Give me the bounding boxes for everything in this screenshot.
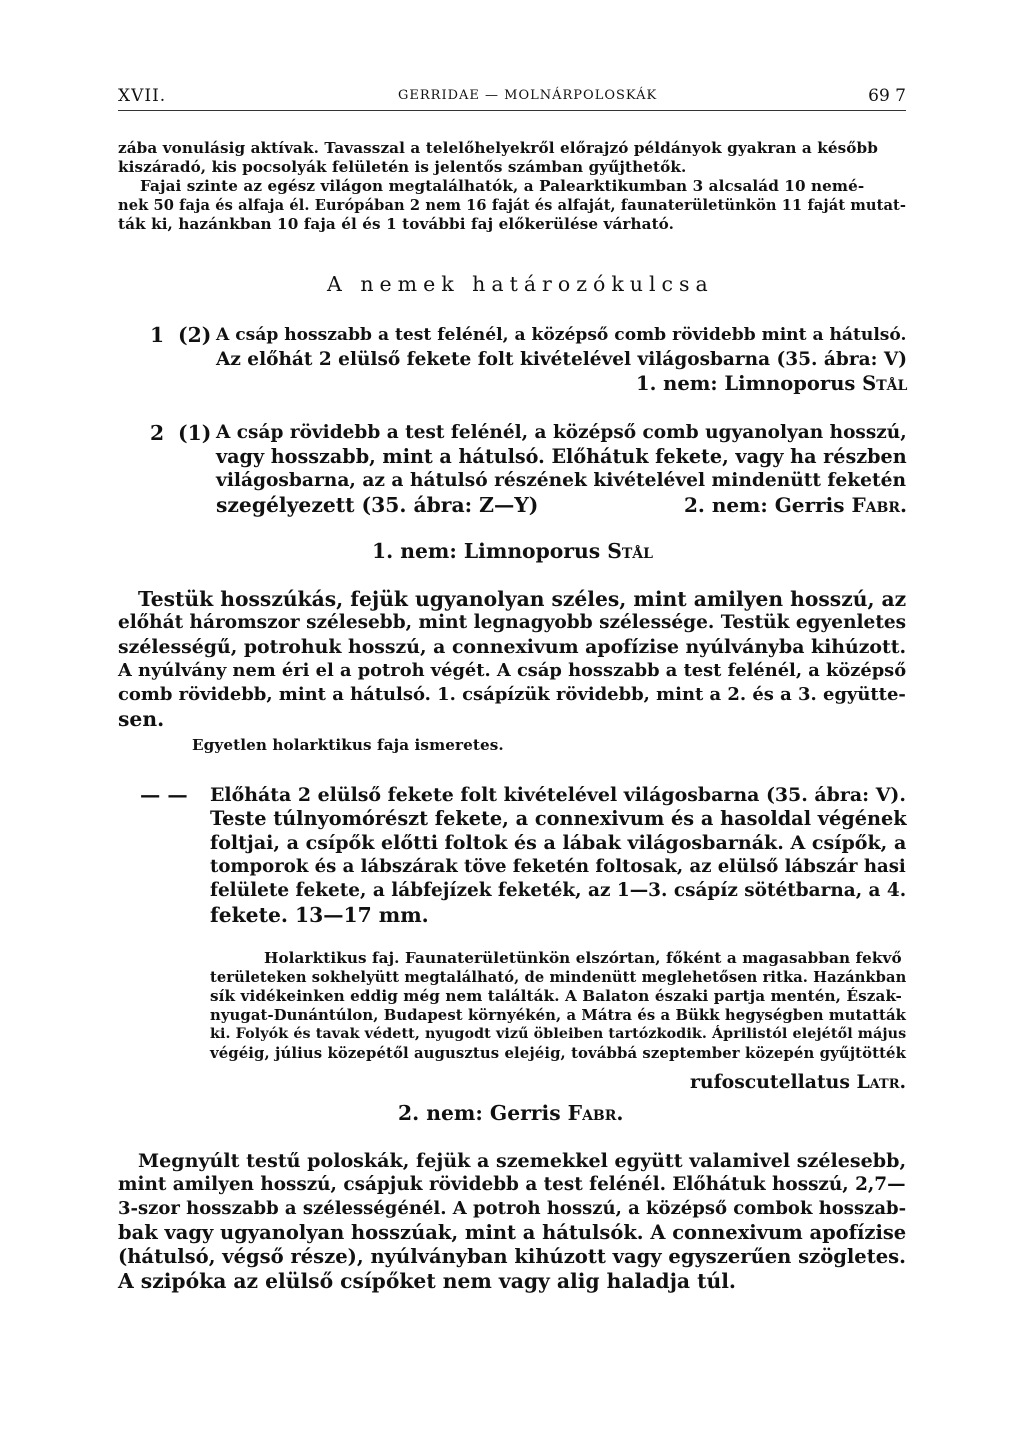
text-line: comb rövidebb, mint a hátulsó. 1. csápízük rövidebb, mint a 2. és a 3. együtte- <box>118 684 906 705</box>
text-line: 3-szor hosszabb a szélességénél. A potroh hosszú, a középső combok hosszab- <box>118 1198 907 1219</box>
text-line: (hátulsó, végső része), nyúlványban kihúzott vagy egyszerűen szögletes. <box>118 1245 906 1268</box>
text-line: sík vidékeinken eddig még nem találták. A Balaton északi partja mentén, Észak- <box>210 987 902 1005</box>
ditto-dashes: — — <box>140 783 188 807</box>
heading-prefix: 2. nem: <box>398 1101 490 1125</box>
text-line: Testük hosszúkás, fejük ugyanolyan széles, mint amilyen hosszú, az <box>138 587 907 611</box>
epithet: rufoscutellatus <box>690 1071 850 1093</box>
genus-name: Gerris <box>489 1101 561 1125</box>
key-reference: (1) <box>178 421 212 445</box>
text-line: A szipóka az elülső csípőket nem vagy alig haladja túl. <box>118 1269 736 1293</box>
result-prefix: 2. nem: <box>684 493 775 517</box>
text-line: A csáp rövidebb a test felénél, a középső comb ugyanolyan hosszú, <box>216 422 907 443</box>
text-line: foltjai, a csípők előtti foltok és a lábak világosbarnák. A csípők, a <box>210 832 907 854</box>
species-count-note: Egyetlen holarktikus faja ismeretes. <box>192 736 504 754</box>
author-name: Stål <box>862 372 908 395</box>
text-line: szélességű, potrohuk hosszú, a connexivum apofízise nyúlványba kihúzott. <box>118 636 907 658</box>
header-rule <box>118 110 906 111</box>
text-line: nyugat-Dunántúlon, Budapest környékén, a Mátra és a Bükk hegységben mutatták <box>210 1007 907 1024</box>
text-line: bak vagy ugyanolyan hosszúak, mint a hátulsók. A connexivum apofízise <box>118 1221 907 1244</box>
text-line: A csáp hosszabb a test felénél, a középső comb rövidebb mint a hátulsó. <box>216 325 907 345</box>
text-line: kiszáradó, kis pocsolyák felületén is jelentős számban gyűjthetők. <box>118 158 687 176</box>
genus-name: Limnoporus <box>724 372 856 395</box>
genus-name: Limnoporus <box>463 539 601 563</box>
text-line: Az előhát 2 elülső fekete folt kivételével világosbarna (35. ábra: V) <box>216 349 907 370</box>
text-line: Holarktikus faj. Faunaterületünkön elszórtan, főként a magasabban fekvő <box>264 949 902 967</box>
text-line: világosbarna, az a hátulsó részének kivételével mindenütt feketén <box>216 470 906 491</box>
genus-heading <box>372 538 653 565</box>
text-line: ták ki, hazánkban 10 faja él és 1 további faj előkerülése várható. <box>118 215 675 233</box>
key-title: A nemek határozókulcsa <box>327 272 714 296</box>
key-result <box>636 371 907 398</box>
text-line: zába vonulásig aktívak. Tavasszal a telelőhelyekről előrajzó példányok gyakran a később <box>118 139 878 157</box>
author-name: Fabr. <box>851 493 907 517</box>
text-line: területeken sokhelyütt megtalálható, de mindenütt meglehetősen ritka. Hazánkban <box>210 969 907 986</box>
author-name: Stål <box>607 539 653 563</box>
text-line: sen. <box>118 707 165 731</box>
page-number: 69 7 <box>868 86 906 106</box>
text-line: tomporok és a lábszárak töve feketén foltosak, az elülső lábszár hasi <box>210 856 906 877</box>
text-line: mint amilyen hosszú, csápjuk rövidebb a test felénél. Előhátuk hosszú, 2,7— <box>118 1174 906 1195</box>
text-line: végéig, július közepétől augusztus elejéig, továbbá szeptember közepén gyűjtötték <box>210 1044 906 1062</box>
author-name: Fabr. <box>567 1101 624 1125</box>
key-result <box>684 492 907 519</box>
text-line: szegélyezett (35. ábra: Z—Y) <box>216 493 539 517</box>
chapter-number: XVII. <box>118 86 167 106</box>
author-name: Latr. <box>856 1071 907 1093</box>
running-title: GERRIDAE — MOLNÁRPOLOSKÁK <box>398 88 658 103</box>
text-line: felülete fekete, a lábfejízek feketék, az 1—3. csápíz sötétbarna, a 4. <box>210 880 907 901</box>
text-line: Fajai szinte az egész világon megtalálhatók, a Palearktikumban 3 alcsalád 10 nemé- <box>140 177 865 195</box>
text-line: Megnyúlt testű poloskák, fejük a szemekkel együtt valamivel szélesebb, <box>138 1150 907 1172</box>
key-number: 2 <box>150 421 165 445</box>
text-line: Teste túlnyomórészt fekete, a connexivum és a hasoldal végének <box>210 807 907 830</box>
text-line: nek 50 faja és alfaja él. Európában 2 nem 16 faját és alfaját, faunaterületünkön 11 faját mutat- <box>118 197 906 214</box>
key-reference: (2) <box>178 323 212 347</box>
text-line: vagy hosszabb, mint a hátulsó. Előhátuk fekete, vagy ha részben <box>216 445 907 468</box>
genus-name: Gerris <box>774 493 845 517</box>
text-line: A nyúlvány nem éri el a potroh végét. A csáp hosszabb a test felénél, a középső <box>118 660 907 681</box>
running-header <box>118 86 906 112</box>
text-line: ki. Folyók és tavak védett, nyugodt vizű öbleiben tartózkodik. Áprilistól elejétől május <box>210 1026 907 1042</box>
text-line: Előháta 2 elülső fekete folt kivételével világosbarna (35. ábra: V). <box>210 784 906 806</box>
text-line: előhát háromszor szélesebb, mint legnagyobb szélessége. Testük egyenletes <box>118 612 907 633</box>
key-number: 1 <box>150 323 165 347</box>
text-line: fekete. 13—17 mm. <box>210 903 429 927</box>
result-prefix: 1. nem: <box>636 372 725 395</box>
genus-heading <box>398 1100 623 1127</box>
species-name <box>690 1069 906 1096</box>
heading-prefix: 1. nem: <box>372 539 464 563</box>
